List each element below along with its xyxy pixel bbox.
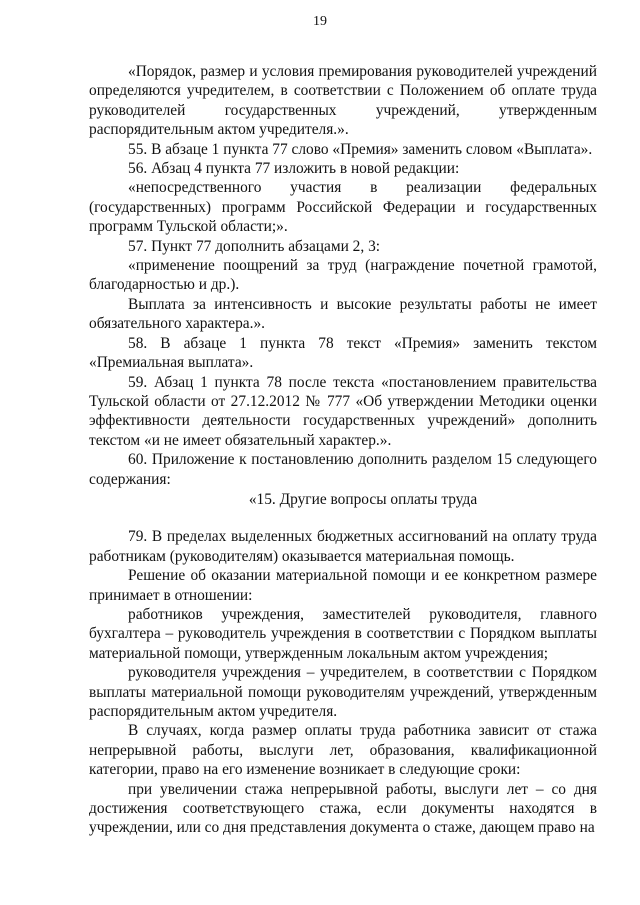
paragraph: 57. Пункт 77 дополнить абзацами 2, 3: bbox=[128, 237, 381, 255]
paragraph: Решение об оказании материальной помощи и ее конкретном размере принимает в отношении: bbox=[89, 567, 597, 604]
paragraph: руководителя учреждения – учредителем, в соответствии с Порядком выплаты материальной помощи руководителям учреждений, утвержденным распорядительным актом учредителя. bbox=[89, 664, 597, 720]
paragraph: работников учреждения, заместителей руководителя, главного бухгалтера – руководитель учреждения в соответствии с Порядком выплаты материальной помощи, утвержденным локальным актом учреждения; bbox=[89, 605, 597, 662]
paragraph: «Порядок, размер и условия премирования руководителей учреждений определяются учредителем, в соответствии с Положением об оплате труда руководителей государственных учреждений, утвержденным распорядительным актом учредителя.». bbox=[89, 63, 597, 139]
paragraph: 58. В абзаце 1 пункта 78 текст «Премия» заменить текстом «Премиальная выплата». bbox=[89, 334, 597, 372]
paragraph: 56. Абзац 4 пункта 77 изложить в новой редакции: bbox=[128, 160, 460, 178]
paragraph: 59. Абзац 1 пункта 78 после текста «постановлением правительства Тульской области от 27.12.2012 № 777 «Об утверждении Методики оценки эффективности деятельности государственных учреждений» дополнить текстом «и не имеет обязательный характер.». bbox=[89, 373, 597, 449]
section-heading: «15. Другие вопросы оплаты труда bbox=[248, 490, 478, 508]
paragraph: 60. Приложение к постановлению дополнить разделом 15 следующего содержания: bbox=[89, 451, 597, 488]
paragraph: 55. В абзаце 1 пункта 77 слово «Премия» заменить словом «Выплата». bbox=[128, 140, 593, 158]
paragraph: «непосредственного участия в реализации федеральных (государственных) программ Российской Федерации и государственных программ Тульской области;». bbox=[89, 179, 597, 236]
page-number: 19 bbox=[313, 14, 327, 29]
section-gap bbox=[89, 509, 597, 527]
paragraph: при увеличении стажа непрерывной работы, выслуги лет – со дня достижения соответствующего стажа, если документы находятся в учреждении, или со дня представления документа о стаже, дающем право на bbox=[89, 780, 597, 837]
paragraph: В случаях, когда размер оплаты труда работника зависит от стажа непрерывной работы, выслуги лет, образования, квалификационной категории, право на его изменение возникает в следующие сроки: bbox=[89, 722, 597, 779]
paragraph: Выплата за интенсивность и высокие результаты работы не имеет обязательного характера.». bbox=[89, 295, 597, 333]
paragraph: «применение поощрений за труд (награждение почетной грамотой, благодарностью и др.). bbox=[89, 257, 597, 294]
paragraph: 79. В пределах выделенных бюджетных ассигнований на оплату труда работникам (руководителям) оказывается материальная помощь. bbox=[89, 528, 597, 565]
document-body bbox=[89, 62, 597, 838]
